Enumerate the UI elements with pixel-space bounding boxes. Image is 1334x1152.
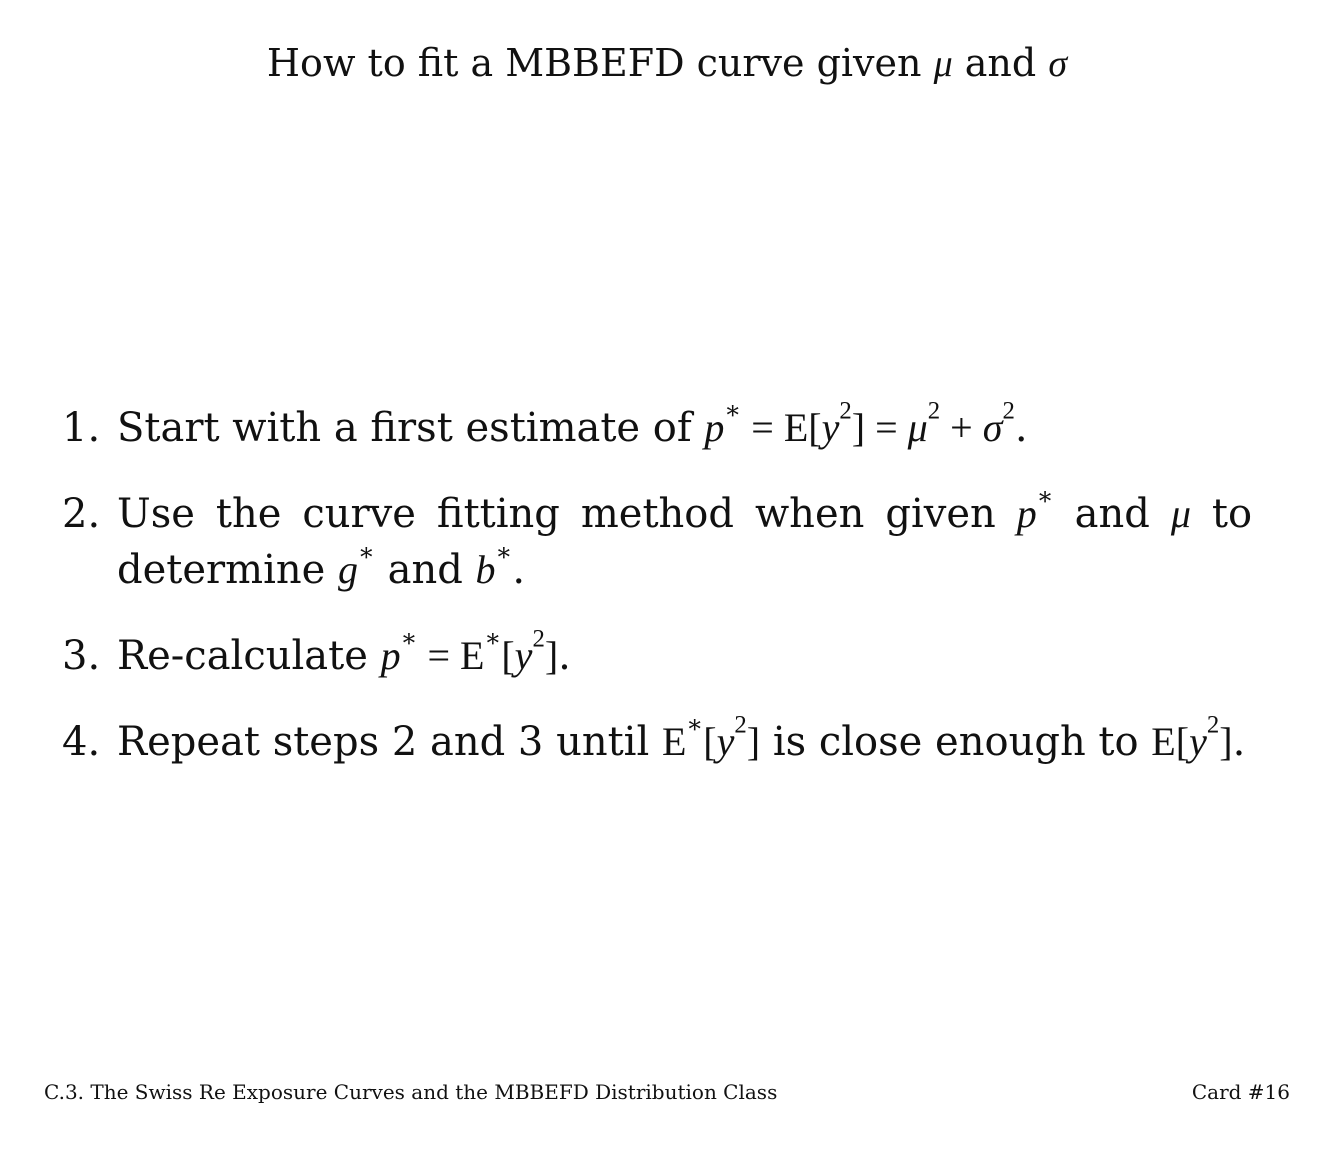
footer-section: C.3. The Swiss Re Exposure Curves and the MBBEFD Distribution Class	[44, 1080, 778, 1104]
period: .	[558, 633, 571, 679]
step-number: 4.	[62, 719, 101, 765]
expectation-operator: E	[661, 719, 687, 764]
step-text-before: Use the curve fitting method when given	[117, 491, 996, 537]
step-text-after: to determine	[117, 491, 1253, 593]
mu-symbol: μ	[907, 405, 928, 450]
star-superscript: ∗	[358, 539, 375, 567]
square-superscript: 2	[839, 397, 852, 425]
close-bracket: ]	[746, 719, 761, 764]
open-bracket: [	[1175, 719, 1190, 764]
star-superscript: ∗	[724, 397, 742, 425]
step-text	[117, 711, 1246, 765]
close-bracket: ]	[851, 405, 866, 450]
y-variable: y	[821, 405, 840, 450]
card-title	[0, 38, 1334, 89]
step-2	[62, 483, 1253, 598]
star-superscript: ∗	[495, 539, 513, 567]
and-word: and	[1074, 491, 1150, 537]
star-superscript: ∗	[400, 625, 418, 653]
square-superscript: 2	[734, 711, 747, 739]
mu-symbol: μ	[1170, 491, 1191, 536]
expectation-star	[661, 711, 761, 764]
b-star	[475, 539, 513, 592]
step-text	[117, 625, 571, 679]
p-variable: p	[380, 633, 401, 678]
footer-card-number: Card #16	[1191, 1080, 1290, 1104]
square-superscript: 2	[1002, 397, 1015, 425]
expectation	[1151, 711, 1233, 764]
equals-sign: =	[427, 633, 451, 678]
equation	[704, 397, 1015, 450]
g-variable: g	[338, 547, 359, 592]
close-bracket: ]	[544, 633, 559, 678]
step-1	[62, 397, 1252, 456]
close-bracket: ]	[1219, 719, 1233, 764]
star-superscript: ∗	[1036, 483, 1054, 511]
mu-symbol: μ	[933, 43, 953, 85]
and-word: and	[387, 547, 463, 593]
y-variable: y	[1189, 719, 1207, 764]
expectation-operator: E	[783, 405, 809, 450]
equation	[380, 625, 559, 678]
step-3	[62, 625, 1252, 684]
open-bracket: [	[808, 405, 822, 450]
sigma-symbol: σ	[1048, 43, 1068, 85]
open-bracket: [	[501, 633, 515, 678]
star-superscript: ∗	[686, 711, 704, 739]
plus-sign: +	[950, 405, 973, 450]
expectation-operator: E	[1151, 719, 1176, 764]
period: .	[512, 547, 526, 593]
square-superscript: 2	[532, 625, 545, 653]
b-variable: b	[475, 547, 496, 592]
p-variable: p	[704, 405, 725, 450]
step-text-middle: is close enough to	[772, 719, 1139, 765]
step-number: 1.	[62, 405, 101, 451]
title-text: How to fit a MBBEFD curve given	[266, 41, 922, 85]
g-star	[338, 539, 375, 592]
equals-sign: =	[751, 405, 774, 450]
open-bracket: [	[703, 719, 717, 764]
step-text	[117, 483, 1253, 598]
step-text-before: Repeat steps 2 and 3 until	[117, 719, 650, 765]
p-star	[1016, 483, 1054, 536]
equals-sign: =	[875, 405, 898, 450]
period: .	[1232, 719, 1246, 765]
y-variable: y	[514, 633, 533, 678]
steps-list	[62, 397, 1253, 800]
expectation-operator: E	[460, 633, 485, 678]
step-text-before: Start with a first estimate of	[117, 405, 692, 451]
star-superscript: ∗	[484, 625, 502, 653]
square-superscript: 2	[1206, 711, 1220, 739]
period: .	[1014, 405, 1028, 451]
title-and: and	[964, 41, 1037, 85]
step-4	[62, 711, 1252, 770]
p-variable: p	[1016, 491, 1037, 536]
y-variable: y	[716, 719, 735, 764]
step-number: 2.	[62, 491, 101, 537]
step-number: 3.	[62, 633, 101, 679]
step-text-before: Re-calculate	[117, 633, 368, 679]
step-text	[117, 397, 1028, 451]
sigma-symbol: σ	[982, 405, 1003, 450]
square-superscript: 2	[927, 397, 941, 425]
